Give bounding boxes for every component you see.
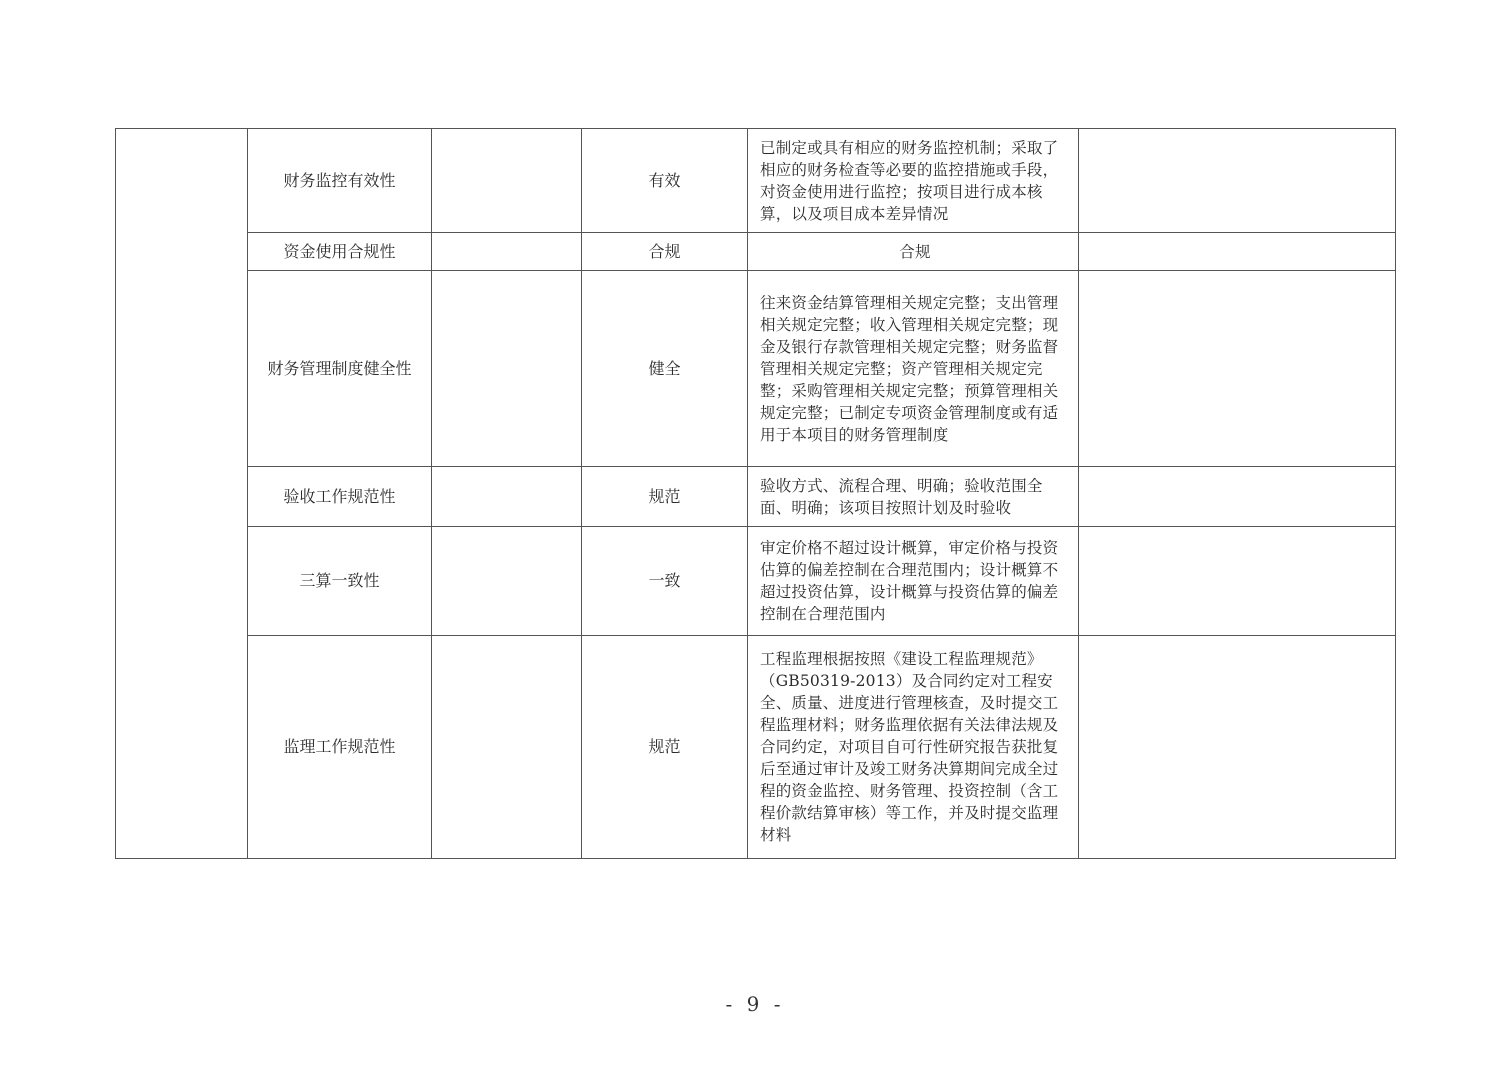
standard-cell: 往来资金结算管理相关规定完整；支出管理相关规定完整；收入管理相关规定完整；现金及银行存款管理相关规定完整；财务监督管理相关规定完整；资产管理相关规定完整；采购管理相关规定完整；预算管理相关规定完整；已制定专项资金管理制度或有适用于本项目的财务管理制度	[748, 271, 1079, 467]
remark-cell	[1079, 527, 1396, 636]
target-cell	[432, 271, 582, 467]
remark-cell	[1079, 233, 1396, 271]
standard-cell: 工程监理根据按照《建设工程监理规范》（GB50319-2013）及合同约定对工程安全、质量、进度进行管理核查，及时提交工程监理材料；财务监理依据有关法律法规及合同约定，对项目自可行性研究报告获批复后至通过审计及竣工财务决算期间完成全过程的资金监控、财务管理、投资控制（含工程价款结算审核）等工作，并及时提交监理材料	[748, 636, 1079, 859]
value-cell: 健全	[582, 271, 748, 467]
standard-cell: 审定价格不超过设计概算，审定价格与投资估算的偏差控制在合理范围内；设计概算不超过投资估算，设计概算与投资估算的偏差控制在合理范围内	[748, 527, 1079, 636]
indicator-cell: 财务管理制度健全性	[248, 271, 432, 467]
indicator-cell: 三算一致性	[248, 527, 432, 636]
standard-cell: 验收方式、流程合理、明确；验收范围全面、明确；该项目按照计划及时验收	[748, 467, 1079, 527]
standard-cell: 合规	[748, 233, 1079, 271]
table-row	[116, 129, 1396, 233]
target-cell	[432, 233, 582, 271]
table-row	[116, 233, 1396, 271]
value-cell: 规范	[582, 636, 748, 859]
value-cell: 合规	[582, 233, 748, 271]
value-cell: 有效	[582, 129, 748, 233]
category-cell	[116, 129, 248, 859]
indicator-cell: 监理工作规范性	[248, 636, 432, 859]
evaluation-table	[115, 128, 1396, 859]
remark-cell	[1079, 636, 1396, 859]
table-row	[116, 467, 1396, 527]
target-cell	[432, 129, 582, 233]
standard-cell: 已制定或具有相应的财务监控机制；采取了相应的财务检查等必要的监控措施或手段，对资金使用进行监控；按项目进行成本核算，以及项目成本差异情况	[748, 129, 1079, 233]
table-row	[116, 527, 1396, 636]
indicator-cell: 财务监控有效性	[248, 129, 432, 233]
target-cell	[432, 636, 582, 859]
remark-cell	[1079, 129, 1396, 233]
target-cell	[432, 527, 582, 636]
value-cell: 规范	[582, 467, 748, 527]
target-cell	[432, 467, 582, 527]
table-row	[116, 636, 1396, 859]
indicator-cell: 验收工作规范性	[248, 467, 432, 527]
table-row	[116, 271, 1396, 467]
value-cell: 一致	[582, 527, 748, 636]
indicator-cell: 资金使用合规性	[248, 233, 432, 271]
remark-cell	[1079, 467, 1396, 527]
page-number: - 9 -	[725, 992, 785, 1016]
remark-cell	[1079, 271, 1396, 467]
